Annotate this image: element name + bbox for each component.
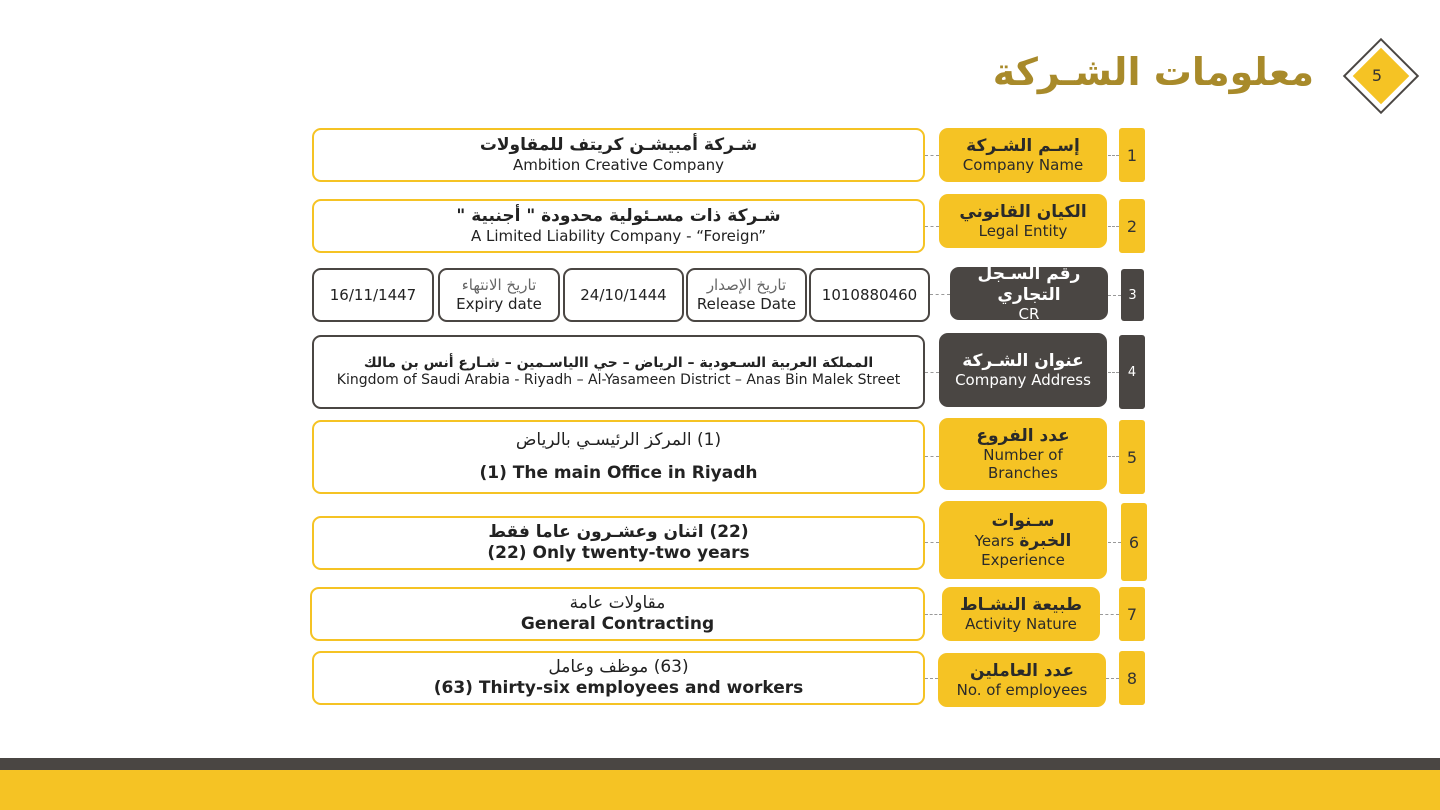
label-legal-entity xyxy=(939,194,1107,248)
value-en: (63) Thirty-six employees and workers xyxy=(433,678,804,698)
label-number-of-employees xyxy=(938,653,1106,707)
connector xyxy=(925,372,939,373)
label-ar: تاريخ الإصدار xyxy=(706,276,787,295)
footer-dark-bar xyxy=(0,758,1440,770)
connector xyxy=(925,155,939,156)
value-ar: شـركة ذات مسـئولية محدودة " أجنبية " xyxy=(456,206,781,226)
label-ar: عنوان الشـركة xyxy=(962,350,1084,371)
label-company-name xyxy=(939,128,1107,182)
row-number: 8 xyxy=(1119,651,1145,705)
value-ar: (1) المركز الرئيسـي بالرياض xyxy=(515,429,722,450)
label-ar: طبيعة النشـاط xyxy=(959,594,1082,615)
connector xyxy=(1100,614,1119,615)
label-activity-nature xyxy=(942,587,1100,641)
value-en: General Contracting xyxy=(520,614,715,634)
label-en-2: Experience xyxy=(981,551,1065,570)
value-en: (22) Only twenty-two years xyxy=(487,543,750,563)
value-en: A Limited Liability Company - “Foreign” xyxy=(470,227,767,246)
value-en: Ambition Creative Company xyxy=(512,156,725,175)
value-ar: المملكة العربية السـعودية – الرياض – حي االياسـمين – شـارع أنس بن مالك xyxy=(363,354,874,371)
expiry-date-label xyxy=(438,268,560,322)
release-date-label xyxy=(686,268,807,322)
release-date xyxy=(563,268,684,322)
value-ar: شـركة أمبيشـن كريتف للمقاولات xyxy=(479,135,758,155)
connector xyxy=(1108,155,1119,156)
value-en: (1) The main Office in Riyadh xyxy=(479,463,758,483)
label-en: No. of employees xyxy=(956,681,1088,700)
expiry-date-value: 16/11/1447 xyxy=(329,285,417,304)
cr-number-value: 1010880460 xyxy=(821,285,918,304)
label-en: CR xyxy=(1018,304,1040,323)
row-number: 2 xyxy=(1119,199,1145,253)
label-en: Expiry date xyxy=(456,295,542,313)
connector xyxy=(925,226,939,227)
value-ar: (63) موظف وعامل xyxy=(548,656,689,677)
value-ar: (22) اثنان وعشـرون عاما فقط xyxy=(488,521,749,542)
label-ar: إسـم الشـركة xyxy=(966,135,1080,156)
label-ar: عدد الفروع xyxy=(976,425,1070,446)
value-company-name xyxy=(312,128,925,182)
connector xyxy=(930,294,950,295)
label-ar: الكيان القانوني xyxy=(959,201,1087,222)
label-en: Release Date xyxy=(696,295,797,313)
label-ar: تاريخ الانتهاء xyxy=(461,276,537,295)
label-en: Company Name xyxy=(962,156,1084,175)
connector xyxy=(925,678,938,679)
row-number: 6 xyxy=(1121,503,1147,581)
page-title: معلومات الشـركة xyxy=(992,50,1314,94)
value-number-of-branches xyxy=(312,420,925,494)
expiry-date xyxy=(312,268,434,322)
label-en: Company Address xyxy=(955,371,1091,390)
value-legal-entity xyxy=(312,199,925,253)
connector xyxy=(1108,542,1121,543)
label-ar: عدد العاملين xyxy=(970,660,1074,681)
connector xyxy=(1108,226,1119,227)
value-years-experience xyxy=(312,516,925,570)
connector xyxy=(925,456,939,457)
label-en: Activity Nature xyxy=(965,615,1077,634)
slide-number: 5 xyxy=(1371,66,1383,85)
label-ar-2: الخبرة xyxy=(1019,531,1072,551)
row-number: 4 xyxy=(1119,335,1145,409)
label-ar-1: سـنوات xyxy=(991,510,1055,531)
label-en: Number of Branches xyxy=(983,446,1063,483)
label-company-address xyxy=(939,333,1107,407)
value-ar: مقاولات عامة xyxy=(569,592,666,613)
footer-accent-bar xyxy=(0,770,1440,810)
connector xyxy=(1106,678,1119,679)
value-en: Kingdom of Saudi Arabia - Riyadh – Al-Yasameen District – Anas Bin Malek Street xyxy=(336,372,901,388)
label-ar: رقم السـجل التجاري xyxy=(977,264,1081,305)
connector xyxy=(925,614,942,615)
connector xyxy=(1108,372,1119,373)
release-date-value: 24/10/1444 xyxy=(580,285,667,304)
value-company-address xyxy=(312,335,925,409)
value-number-of-employees xyxy=(312,651,925,705)
row-number: 3 xyxy=(1121,269,1144,321)
value-activity-nature xyxy=(310,587,925,641)
row-number: 7 xyxy=(1119,587,1145,641)
cr-number xyxy=(809,268,930,322)
label-en: Legal Entity xyxy=(978,222,1068,241)
row-number: 5 xyxy=(1119,420,1145,494)
label-en-1: Years xyxy=(974,532,1015,550)
connector xyxy=(1108,295,1121,296)
label-years-experience xyxy=(939,501,1107,579)
label-number-of-branches xyxy=(939,418,1107,490)
connector xyxy=(925,542,939,543)
connector xyxy=(1108,456,1119,457)
label-cr xyxy=(950,264,1108,323)
row-number: 1 xyxy=(1119,128,1145,182)
